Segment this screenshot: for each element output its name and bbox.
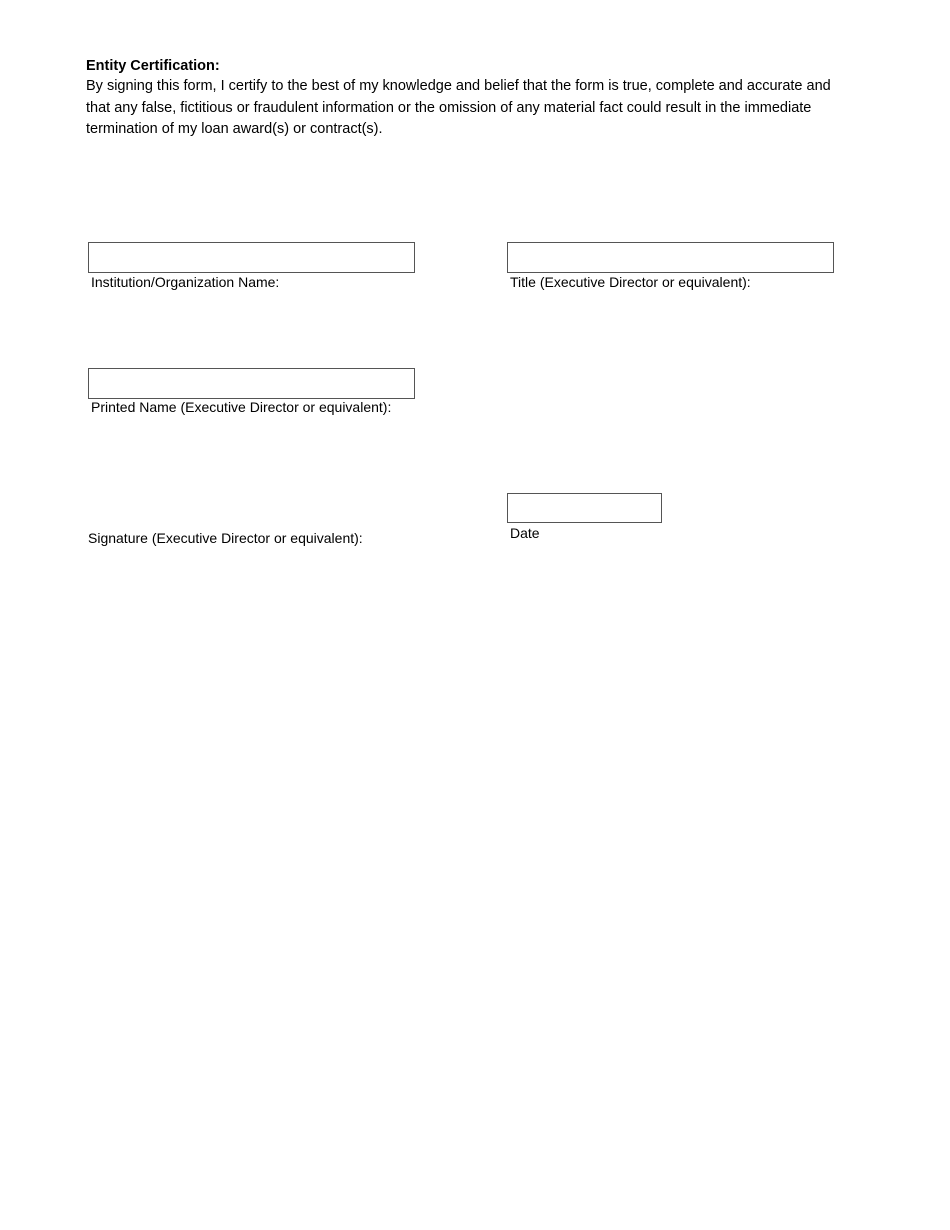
section-heading: Entity Certification: — [86, 58, 220, 74]
title-input[interactable] — [507, 242, 834, 273]
certification-statement: By signing this form, I certify to the best of my knowledge and belief that the form is true, complete and accurate and that any false, fictitious or fraudulent information or the omission of any material fact could result in the immediate termination of my loan award(s) or contract(s). — [86, 78, 831, 137]
title-label: Title (Executive Director or equivalent): — [510, 274, 751, 290]
date-label: Date — [510, 525, 540, 541]
org-name-input[interactable] — [88, 242, 415, 273]
org-name-label: Institution/Organization Name: — [91, 274, 280, 290]
date-input[interactable] — [507, 493, 662, 523]
printed-name-label: Printed Name (Executive Director or equivalent): — [91, 399, 392, 415]
signature-label: Signature (Executive Director or equivalent): — [88, 530, 363, 546]
printed-name-input[interactable] — [88, 368, 415, 399]
